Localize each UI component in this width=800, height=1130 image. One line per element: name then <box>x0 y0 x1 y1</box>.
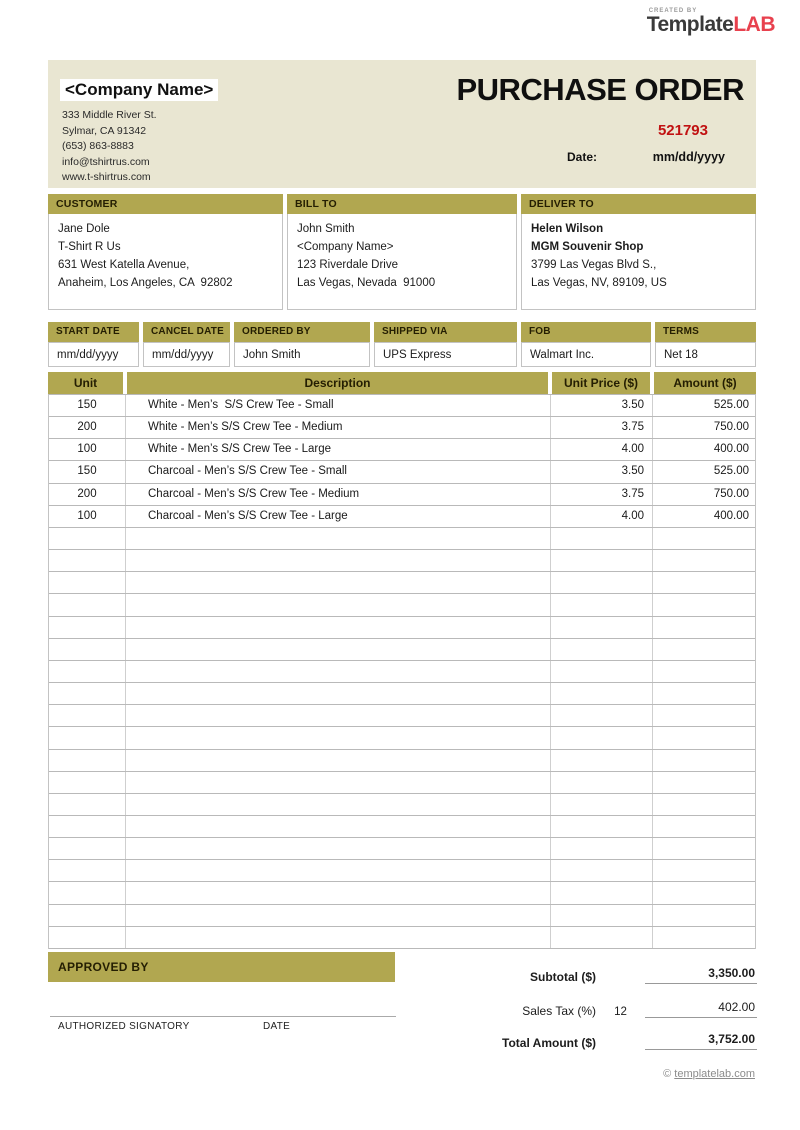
cell-description <box>126 572 551 593</box>
shipped-via-value: UPS Express <box>374 342 517 367</box>
cell-unit_price <box>551 772 653 793</box>
cell-unit_price <box>551 794 653 815</box>
table-row <box>49 439 755 461</box>
subtotal-label: Subtotal ($) <box>530 970 596 984</box>
party-line: Anaheim, Los Angeles, CA 92802 <box>58 277 233 289</box>
company-address <box>62 108 157 186</box>
party-line: 3799 Las Vegas Blvd S., <box>531 259 657 271</box>
cell-unit_price <box>551 905 653 926</box>
deliver-to-header: DELIVER TO <box>521 194 756 214</box>
cell-description <box>126 772 551 793</box>
cell-description <box>126 860 551 881</box>
cell-description <box>126 816 551 837</box>
cell-unit <box>49 683 126 704</box>
cell-unit_price <box>551 572 653 593</box>
empty-table-row <box>49 705 755 727</box>
empty-table-row <box>49 927 755 949</box>
customer-details <box>48 214 283 310</box>
amount-column-header: Amount ($) <box>654 372 756 394</box>
empty-table-row <box>49 772 755 794</box>
cell-unit: 100 <box>49 439 126 460</box>
date-value: mm/dd/yyyy <box>652 150 725 164</box>
cell-unit <box>49 550 126 571</box>
cell-unit_price <box>551 727 653 748</box>
table-row <box>49 484 755 506</box>
party-line: 631 West Katella Avenue, <box>58 259 190 271</box>
cell-amount <box>653 772 757 793</box>
cell-amount: 400.00 <box>713 509 749 522</box>
cell-unit: 200 <box>49 484 126 505</box>
cell-amount <box>653 905 757 926</box>
cell-amount <box>653 661 757 682</box>
cell-unit <box>49 794 126 815</box>
cell-description <box>126 617 551 638</box>
cell-description: White - Men’s S/S Crew Tee - Medium <box>126 417 551 438</box>
cell-amount <box>653 683 757 704</box>
empty-table-row <box>49 550 755 572</box>
signature-date-label: DATE <box>263 1021 291 1032</box>
terms-value: Net 18 <box>655 342 756 367</box>
cell-unit <box>49 661 126 682</box>
cell-unit <box>49 617 126 638</box>
cell-unit_price: 4.00 <box>551 439 653 460</box>
cancel-date-value: mm/dd/yyyy <box>143 342 230 367</box>
cell-description <box>126 794 551 815</box>
subtotal-row <box>420 962 757 984</box>
cell-description <box>126 639 551 660</box>
party-line: John Smith <box>297 223 355 235</box>
footer <box>663 1068 755 1080</box>
page-title: PURCHASE ORDER <box>456 72 744 107</box>
bill-to-section <box>287 194 517 310</box>
deliver-to-section <box>521 194 756 310</box>
cell-description <box>126 528 551 549</box>
cell-unit <box>49 705 126 726</box>
empty-table-row <box>49 639 755 661</box>
cell-unit_price <box>551 816 653 837</box>
party-line: T-Shirt R Us <box>58 241 121 253</box>
party-line: Helen Wilson <box>531 223 604 235</box>
cell-amount <box>653 639 757 660</box>
company-name: <Company Name> <box>60 79 218 101</box>
sales-tax-label: Sales Tax (%) <box>522 1004 596 1018</box>
cell-amount <box>653 927 757 948</box>
cell-unit: 100 <box>49 506 126 527</box>
start-date-value: mm/dd/yyyy <box>48 342 139 367</box>
cell-amount: 750.00 <box>713 421 749 434</box>
address-line: Sylmar, CA 91342 <box>62 124 147 137</box>
bill-to-details <box>287 214 517 310</box>
templatelab-link[interactable]: templatelab.com <box>674 1068 755 1080</box>
sales-tax-value: 402.00 <box>645 1000 757 1018</box>
cell-unit_price: 3.50 <box>551 395 653 416</box>
table-row <box>49 395 755 417</box>
cell-description <box>126 705 551 726</box>
party-line: <Company Name> <box>297 241 394 253</box>
brand-wordmark <box>647 13 775 36</box>
empty-table-row <box>49 794 755 816</box>
cell-unit: 200 <box>49 417 126 438</box>
brand-template: Template <box>646 13 734 36</box>
cell-unit <box>49 639 126 660</box>
cell-unit_price: 3.75 <box>551 484 653 505</box>
empty-table-row <box>49 683 755 705</box>
signature-line <box>50 1016 396 1017</box>
table-row <box>49 461 755 483</box>
cell-amount: 525.00 <box>713 399 749 411</box>
ordered-by-value: John Smith <box>234 342 370 367</box>
cell-amount <box>653 727 757 748</box>
cell-amount: 525.00 <box>713 465 749 478</box>
cell-unit_price <box>551 860 653 881</box>
date-label: Date: <box>566 150 597 164</box>
empty-table-row <box>49 528 755 550</box>
shipped-via-header: SHIPPED VIA <box>374 322 517 342</box>
party-line: Las Vegas, NV, 89109, US <box>531 277 667 289</box>
cancel-date-header: CANCEL DATE <box>143 322 230 342</box>
empty-table-row <box>49 882 755 904</box>
party-line: Las Vegas, Nevada 91000 <box>297 277 436 289</box>
cell-amount <box>653 860 757 881</box>
cell-unit <box>49 528 126 549</box>
cell-description: Charcoal - Men’s S/S Crew Tee - Medium <box>126 484 551 505</box>
empty-table-row <box>49 750 755 772</box>
cell-amount: 750.00 <box>713 487 749 500</box>
cell-unit_price: 3.75 <box>551 417 653 438</box>
cell-description <box>126 727 551 748</box>
approved-by-header: APPROVED BY <box>48 952 395 982</box>
sales-tax-rate: 12 <box>614 1006 627 1018</box>
total-amount-value: 3,752.00 <box>645 1032 757 1050</box>
cell-description: White - Men’s S/S Crew Tee - Large <box>126 439 551 460</box>
templatelab-logo[interactable] <box>647 8 775 36</box>
cell-description: Charcoal - Men’s S/S Crew Tee - Large <box>126 506 551 527</box>
cell-unit_price <box>551 661 653 682</box>
address-line: info@tshirtrus.com <box>62 155 150 168</box>
cell-unit <box>49 860 126 881</box>
ordered-by-header: ORDERED BY <box>234 322 370 342</box>
brand-lab: LAB <box>733 13 775 36</box>
deliver-to-details <box>521 214 756 310</box>
cell-description <box>126 683 551 704</box>
customer-header: CUSTOMER <box>48 194 283 214</box>
empty-table-row <box>49 838 755 860</box>
terms-header: TERMS <box>655 322 756 342</box>
cell-unit <box>49 572 126 593</box>
cell-amount <box>653 617 757 638</box>
fob-header: FOB <box>521 322 651 342</box>
cell-amount <box>653 528 757 549</box>
cell-unit <box>49 882 126 903</box>
party-line: Jane Dole <box>58 223 110 235</box>
cell-unit <box>49 816 126 837</box>
info-fob <box>521 322 651 367</box>
subtotal-value: 3,350.00 <box>645 966 757 984</box>
cell-amount <box>653 794 757 815</box>
cell-description <box>126 905 551 926</box>
address-line: 333 Middle River St. <box>62 109 157 121</box>
sales-tax-row <box>420 996 757 1018</box>
cell-description <box>126 927 551 948</box>
cell-unit <box>49 838 126 859</box>
cell-unit_price <box>551 705 653 726</box>
cell-amount: 400.00 <box>713 443 749 456</box>
cell-unit_price <box>551 882 653 903</box>
address-line: (653) 863-8883 <box>62 140 134 152</box>
info-cancel-date <box>143 322 230 367</box>
table-row <box>49 417 755 439</box>
unit-price-column-header: Unit Price ($) <box>552 372 650 394</box>
unit-column-header: Unit <box>48 372 123 394</box>
cell-description <box>126 750 551 771</box>
cell-description <box>126 838 551 859</box>
total-amount-label: Total Amount ($) <box>502 1036 596 1050</box>
cell-unit: 150 <box>49 395 126 416</box>
cell-unit_price <box>551 528 653 549</box>
cell-unit: 150 <box>49 461 126 482</box>
created-by-label: CREATED BY <box>648 8 698 14</box>
empty-table-row <box>49 816 755 838</box>
cell-description <box>126 882 551 903</box>
cell-unit <box>49 750 126 771</box>
cell-unit_price: 3.50 <box>551 461 653 482</box>
cell-unit <box>49 772 126 793</box>
empty-table-row <box>49 905 755 927</box>
cell-unit_price <box>551 594 653 615</box>
cell-unit_price: 4.00 <box>551 506 653 527</box>
total-amount-row <box>420 1028 757 1050</box>
cell-unit <box>49 927 126 948</box>
cell-description: Charcoal - Men’s S/S Crew Tee - Small <box>126 461 551 482</box>
order-number: 521793 <box>657 122 708 139</box>
authorized-signatory-label: AUTHORIZED SIGNATORY <box>58 1021 190 1032</box>
description-column-header: Description <box>127 372 548 394</box>
cell-unit <box>49 727 126 748</box>
cell-unit_price <box>551 550 653 571</box>
info-terms <box>655 322 756 367</box>
fob-value: Walmart Inc. <box>521 342 651 367</box>
cell-amount <box>653 750 757 771</box>
empty-table-row <box>49 572 755 594</box>
party-line: MGM Souvenir Shop <box>531 241 644 253</box>
cell-description <box>126 661 551 682</box>
cell-amount <box>653 594 757 615</box>
cell-description: White - Men’s S/S Crew Tee - Small <box>126 395 551 416</box>
cell-unit_price <box>551 639 653 660</box>
cell-amount <box>653 705 757 726</box>
header-band <box>48 60 756 188</box>
cell-unit <box>49 594 126 615</box>
cell-amount <box>653 838 757 859</box>
start-date-header: START DATE <box>48 322 139 342</box>
bill-to-header: BILL TO <box>287 194 517 214</box>
customer-section <box>48 194 283 310</box>
cell-amount <box>653 572 757 593</box>
cell-unit_price <box>551 617 653 638</box>
cell-amount <box>653 882 757 903</box>
table-row <box>49 506 755 528</box>
cell-amount <box>653 550 757 571</box>
empty-table-row <box>49 594 755 616</box>
cell-unit_price <box>551 750 653 771</box>
items-body <box>48 394 756 949</box>
info-shipped-via <box>374 322 517 367</box>
info-ordered-by <box>234 322 370 367</box>
cell-unit_price <box>551 927 653 948</box>
cell-unit_price <box>551 683 653 704</box>
address-line: www.t-shirtrus.com <box>62 171 151 183</box>
empty-table-row <box>49 860 755 882</box>
cell-description <box>126 550 551 571</box>
copyright-symbol: © <box>663 1068 672 1080</box>
cell-amount <box>653 816 757 837</box>
party-line: 123 Riverdale Drive <box>297 259 398 271</box>
cell-unit_price <box>551 838 653 859</box>
empty-table-row <box>49 727 755 749</box>
empty-table-row <box>49 661 755 683</box>
empty-table-row <box>49 617 755 639</box>
cell-unit <box>49 905 126 926</box>
info-start-date <box>48 322 139 367</box>
cell-description <box>126 594 551 615</box>
